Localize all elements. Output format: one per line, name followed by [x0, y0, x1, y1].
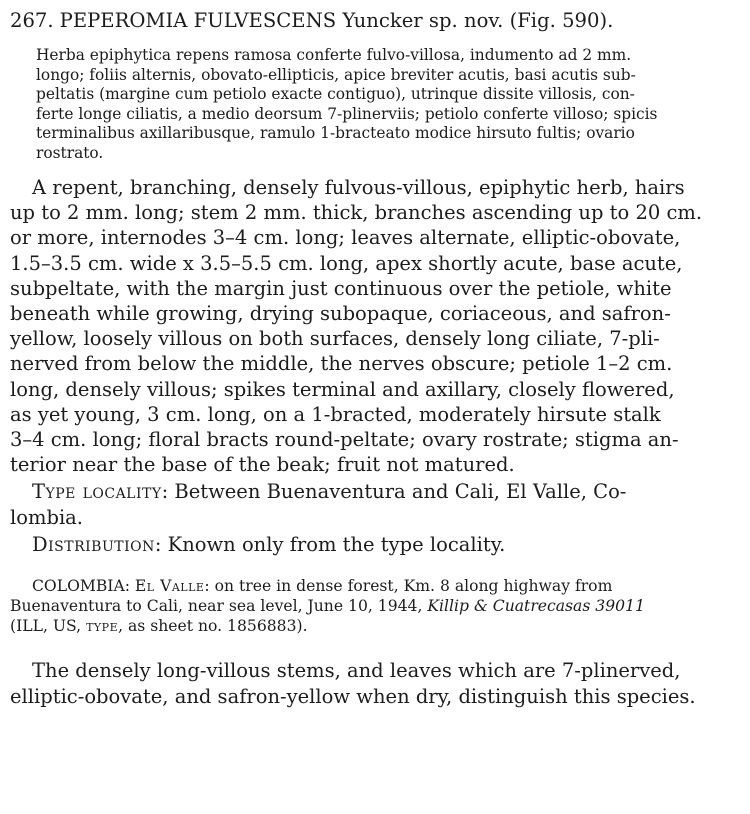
type-locality-text-cont: lombia. [10, 505, 84, 529]
collection-region: El Valle [134, 577, 205, 596]
latin-line: longo; foliis alternis, obovato-ellipticis, apice breviter acutis, basi acutis sub- [36, 65, 636, 84]
distribution-text: : Known only from the type locality. [154, 532, 506, 556]
herbaria: (ILL, US, [10, 616, 87, 635]
type-locality [10, 479, 742, 529]
closing-line: The densely long-villous stems, and leaves which are 7-plinerved, [32, 659, 681, 683]
distribution [32, 532, 742, 557]
description-line: nerved from below the middle, the nerves obscure; petiole 1–2 cm. [10, 352, 673, 376]
closing-remark [10, 658, 742, 710]
description-line: beneath while growing, drying subopaque, coriaceous, and safron- [10, 302, 671, 326]
latin-line: rostrato. [36, 143, 104, 162]
closing-line: elliptic-obovate, and safron-yellow when dry, distinguish this species. [10, 685, 696, 709]
latin-line: Herba epiphytica repens ramosa conferte fulvo-villosa, indumento ad 2 mm. [36, 46, 632, 64]
sheet-number: , as sheet no. 1856883). [118, 616, 308, 635]
species-authority: Yuncker sp. nov. (Fig. 590). [342, 9, 614, 32]
species-heading [10, 8, 742, 34]
collection-country: COLOMBIA: [32, 577, 135, 596]
description-line: or more, internodes 3–4 cm. long; leaves alternate, elliptic-obovate, [10, 226, 681, 250]
species-number: 267. [10, 9, 54, 32]
description-line: as yet young, 3 cm. long, on a 1-bracted, moderately hirsute stalk [10, 402, 661, 426]
collection-details: Buenaventura to Cali, near sea level, June 10, 1944, [10, 596, 428, 615]
type-locality-text: : Between Buenaventura and Cali, El Valle, Co- [161, 480, 627, 504]
description-line: 3–4 cm. long; floral bracts round-peltate; ovary rostrate; stigma an- [10, 428, 679, 452]
latin-line: ferte longe ciliatis, a medio deorsum 7-plinerviis; petiolo conferte villoso; spicis [36, 104, 658, 123]
description-line: 1.5–3.5 cm. wide x 3.5–5.5 cm. long, apex shortly acute, base acute, [10, 251, 683, 275]
description-line: subpeltate, with the margin just continuous over the petiole, white [10, 276, 672, 300]
latin-line: terminalibus axillaribusque, ramulo 1-bracteato modice hirsuto fultis; ovario [36, 124, 635, 142]
latin-diagnosis [36, 46, 742, 163]
collectors: Killip & Cuatrecasas 39011 [427, 596, 645, 615]
specimen-citation [10, 577, 742, 636]
description-line: yellow, loosely villous on both surfaces, densely long ciliate, 7-pli- [10, 327, 660, 351]
description-line: up to 2 mm. long; stem 2 mm. thick, branches ascending up to 20 cm. [10, 201, 703, 225]
description-line: A repent, branching, densely fulvous-villous, epiphytic herb, hairs [32, 176, 685, 199]
species-name: PEPEROMIA FULVESCENS [59, 9, 337, 32]
latin-line: peltatis (margine cum petiolo exacte contiguo), utrinque dissite villosis, con- [36, 85, 635, 103]
description-line: terior near the base of the beak; fruit not matured. [10, 453, 515, 477]
collection-locality: : on tree in dense forest, Km. 8 along highway from [204, 577, 613, 596]
description-line: long, densely villous; spikes terminal and axillary, closely flowered, [10, 377, 675, 401]
type-locality-label: Type locality [32, 480, 162, 504]
english-description [10, 175, 742, 477]
distribution-label: Distribution [32, 532, 155, 556]
type-label: type [86, 616, 119, 635]
